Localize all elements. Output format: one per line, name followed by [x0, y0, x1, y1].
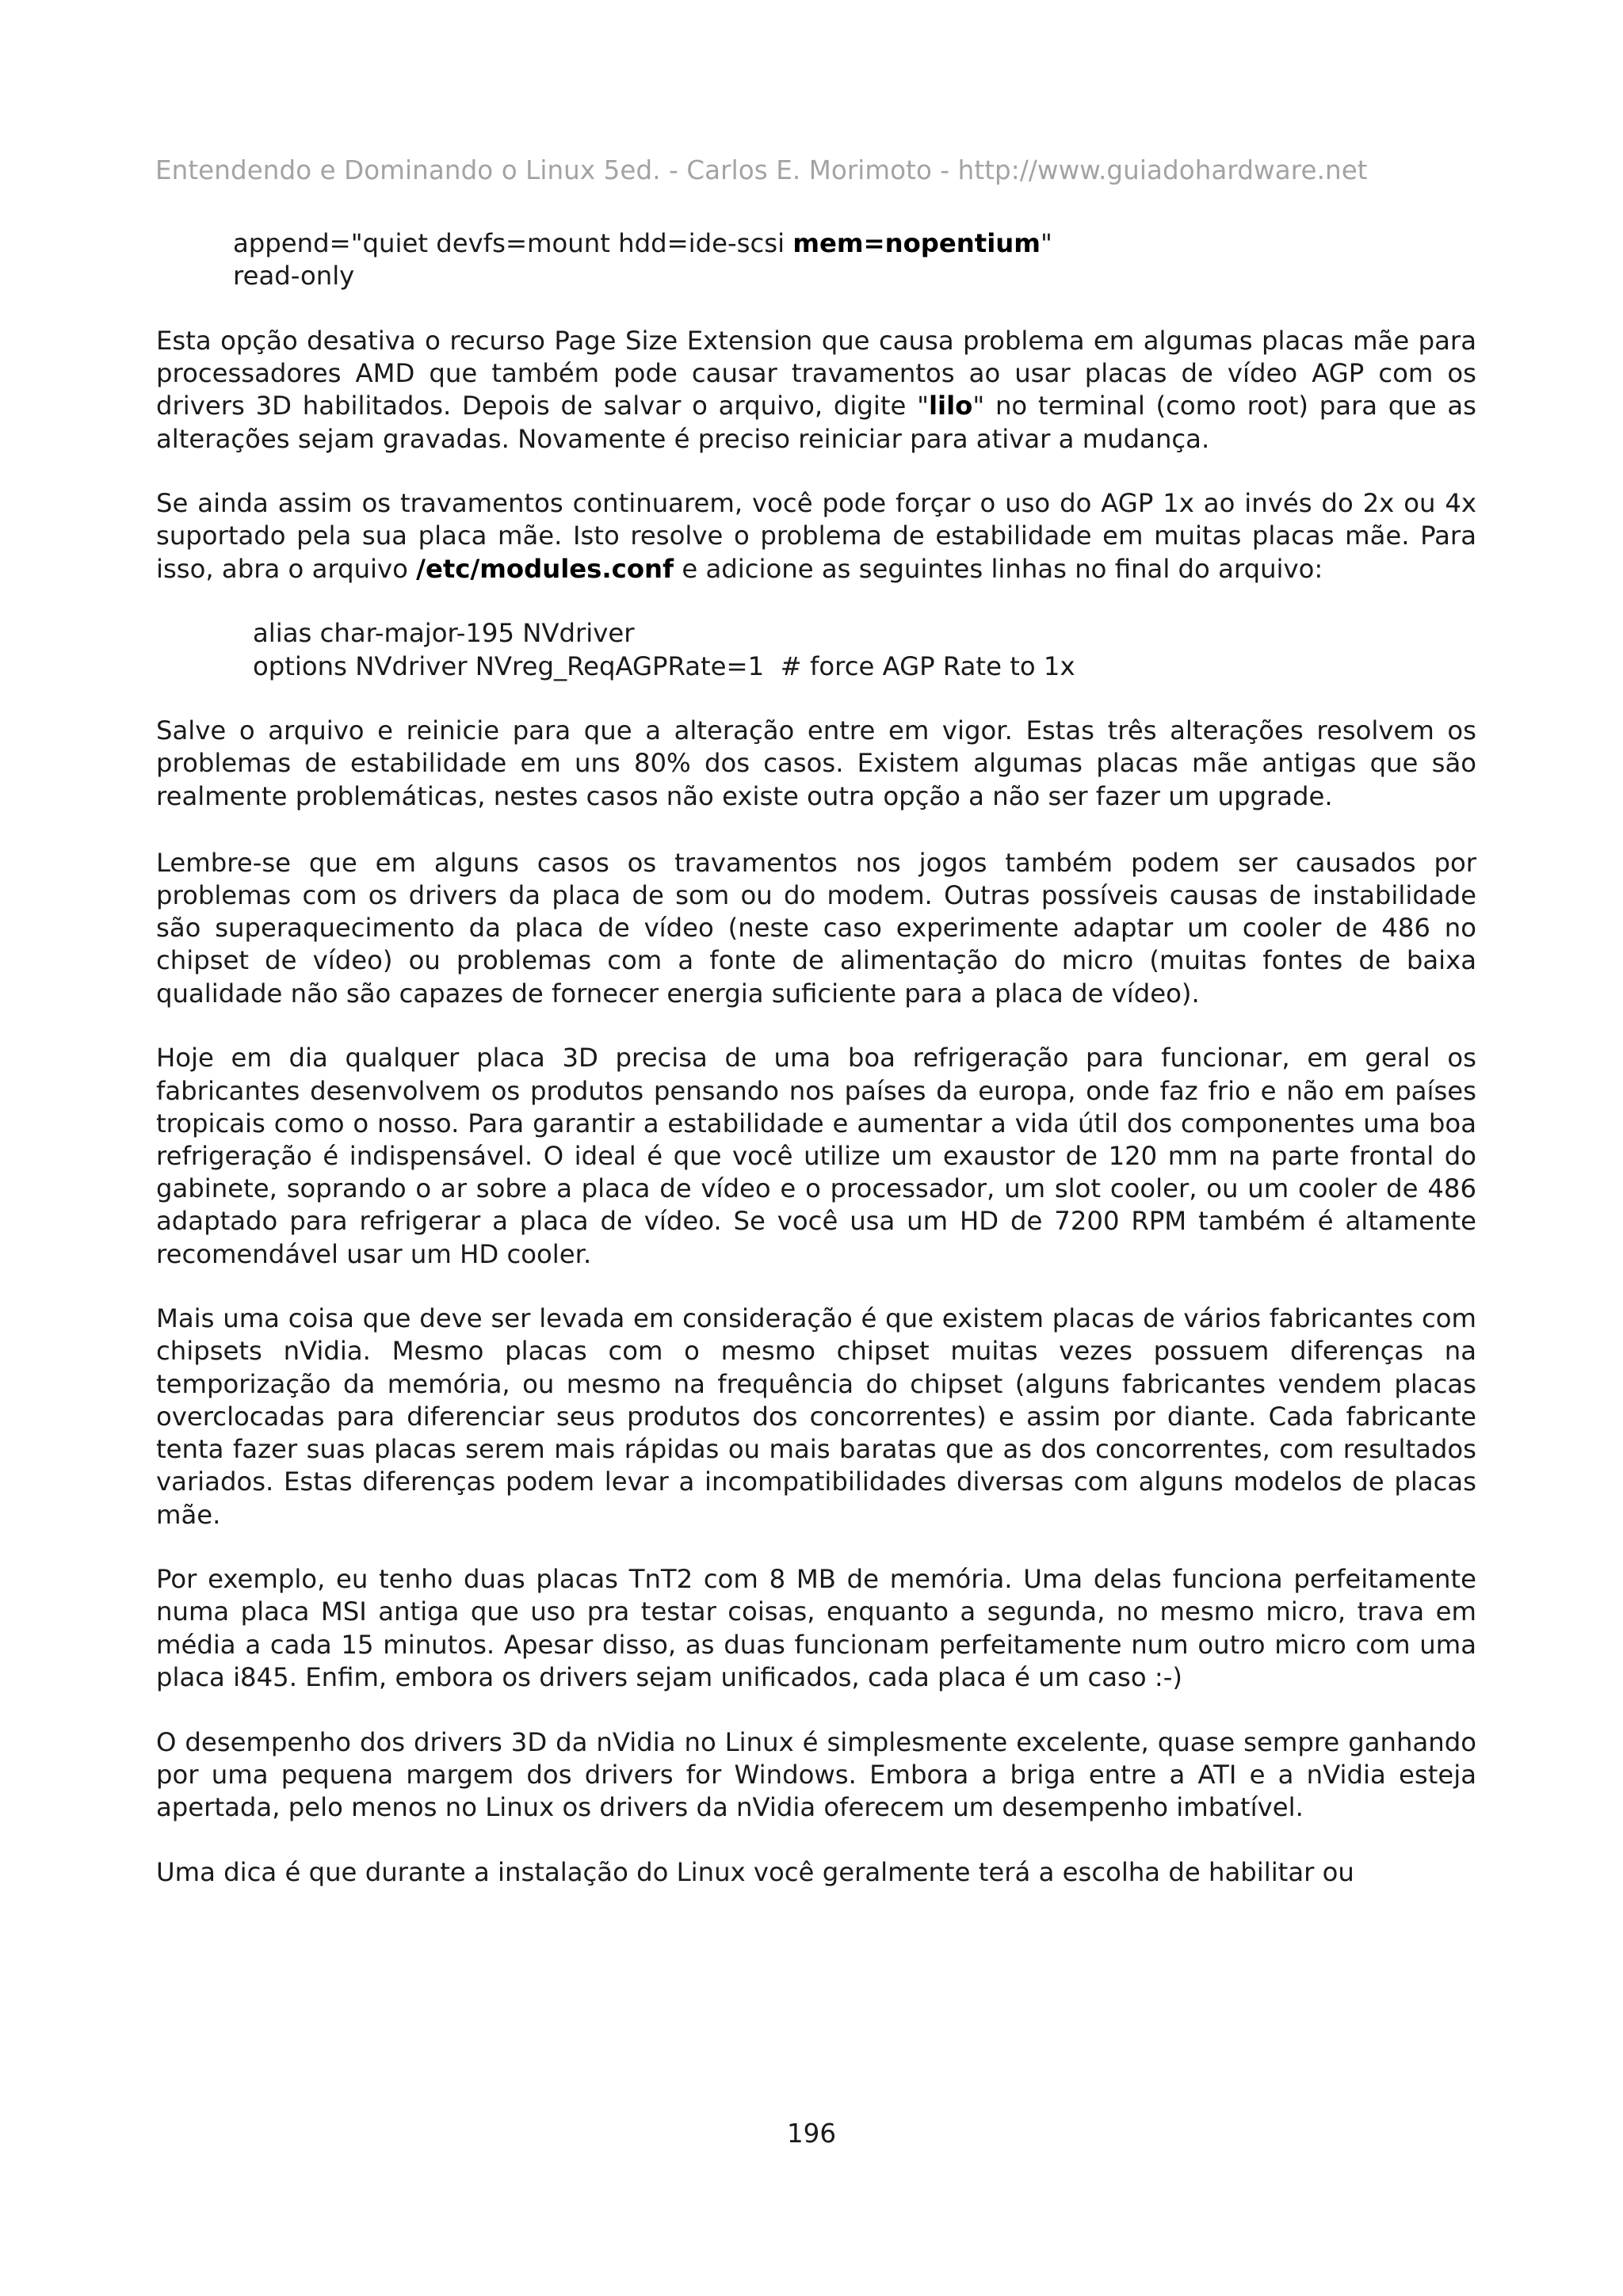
paragraph: Salve o arquivo e reinicie para que a alteração entre em vigor. Estas três alterações resolvem os problemas de estabilidade em uns 80% dos casos. Existem algumas placas mãe antigas que são realmente problemáticas, nestes casos não existe outra opção a não ser fazer um upgrade. [156, 715, 1476, 811]
paragraph: Se ainda assim os travamentos continuarem, você pode forçar o uso do AGP 1x ao invés do 2x ou 4x suportado pela sua placa mãe. Isto resolve o problema de estabilidade em muitas placas mãe. Para isso, abra o arquivo /etc/modules.conf e adicione as seguintes linhas no final do arquivo: [156, 488, 1476, 584]
running-header: Entendendo e Dominando o Linux 5ed. - Carlos E. Morimoto - http://www.guiadohardware.net [155, 155, 1368, 185]
bold-option: mem=nopentium [792, 228, 1041, 258]
page-body [156, 227, 1476, 1889]
code-line-options: options NVdriver NVreg_ReqAGPRate=1 # force AGP Rate to 1x [253, 650, 1075, 681]
bold-command: lilo [928, 391, 973, 421]
paragraph: Mais uma coisa que deve ser levada em consideração é que existem placas de vários fabricantes com chipsets nVidia. Mesmo placas com o mesmo chipset muitas vezes possuem diferenças na temporização da memória, ou mesmo na frequência do chipset (alguns fabricantes vendem placas overclocadas para diferenciar seus produtos dos concorrentes) e assim por diante. Cada fabricante tenta fazer suas placas serem mais rápidas ou mais baratas que as dos concorrentes, com resultados variados. Estas diferenças podem levar a incompatibilidades diversas com alguns modelos de placas mãe. [156, 1303, 1476, 1530]
page-number: 196 [786, 2119, 837, 2149]
paragraph: Esta opção desativa o recurso Page Size Extension que causa problema em algumas placas mãe para processadores AMD que também pode causar travamentos ao usar placas de vídeo AGP com os drivers 3D habilitados. Depois de salvar o arquivo, digite "lilo" no terminal (como root) para que as alterações sejam gravadas. Novamente é preciso reiniciar para ativar a mudança. [156, 325, 1476, 454]
code-line-alias: alias char-major-195 NVdriver [253, 618, 635, 649]
paragraph: Lembre-se que em alguns casos os travamentos nos jogos também podem ser causados por problemas com os drivers da placa de som ou do modem. Outras possíveis causas de instabilidade são superaquecimento da placa de vídeo (neste caso experimente adaptar um cooler de 486 no chipset de vídeo) ou problemas com a fonte de alimentação do micro (muitas fontes de baixa qualidade não são capazes de fornecer energia suficiente para a placa de vídeo). [156, 847, 1476, 1009]
paragraph: Uma dica é que durante a instalação do Linux você geralmente terá a escolha de habilitar ou [156, 1856, 1354, 1887]
bold-file-path: /etc/modules.conf [416, 553, 674, 584]
code-line-append: append="quiet devfs=mount hdd=ide-scsi mem=nopentium" [233, 228, 1052, 258]
paragraph: Hoje em dia qualquer placa 3D precisa de uma boa refrigeração para funcionar, em geral os fabricantes desenvolvem os produtos pensando nos países da europa, onde faz frio e não em países tropicais como o nosso. Para garantir a estabilidade e aumentar a vida útil dos componentes uma boa refrigeração é indispensável. O ideal é que você utilize um exaustor de 120 mm na parte frontal do gabinete, soprando o ar sobre a placa de vídeo e o processador, um slot cooler, ou um cooler de 486 adaptado para refrigerar a placa de vídeo. Se você usa um HD de 7200 RPM também é altamente recomendável usar um HD cooler. [156, 1043, 1476, 1269]
paragraph: Por exemplo, eu tenho duas placas TnT2 com 8 MB de memória. Uma delas funciona perfeitamente numa placa MSI antiga que uso pra testar coisas, enquanto a segunda, no mesmo micro, trava em média a cada 15 minutos. Apesar disso, as duas funcionam perfeitamente num outro micro com uma placa i845. Enfim, embora os drivers sejam unificados, cada placa é um caso :-) [156, 1564, 1476, 1692]
paragraph: O desempenho dos drivers 3D da nVidia no Linux é simplesmente excelente, quase sempre ganhando por uma pequena margem dos drivers for Windows. Embora a briga entre a ATI e a nVidia esteja apertada, pelo menos no Linux os drivers da nVidia oferecem um desempenho imbatível. [156, 1726, 1476, 1822]
code-line-readonly: read-only [233, 261, 355, 292]
